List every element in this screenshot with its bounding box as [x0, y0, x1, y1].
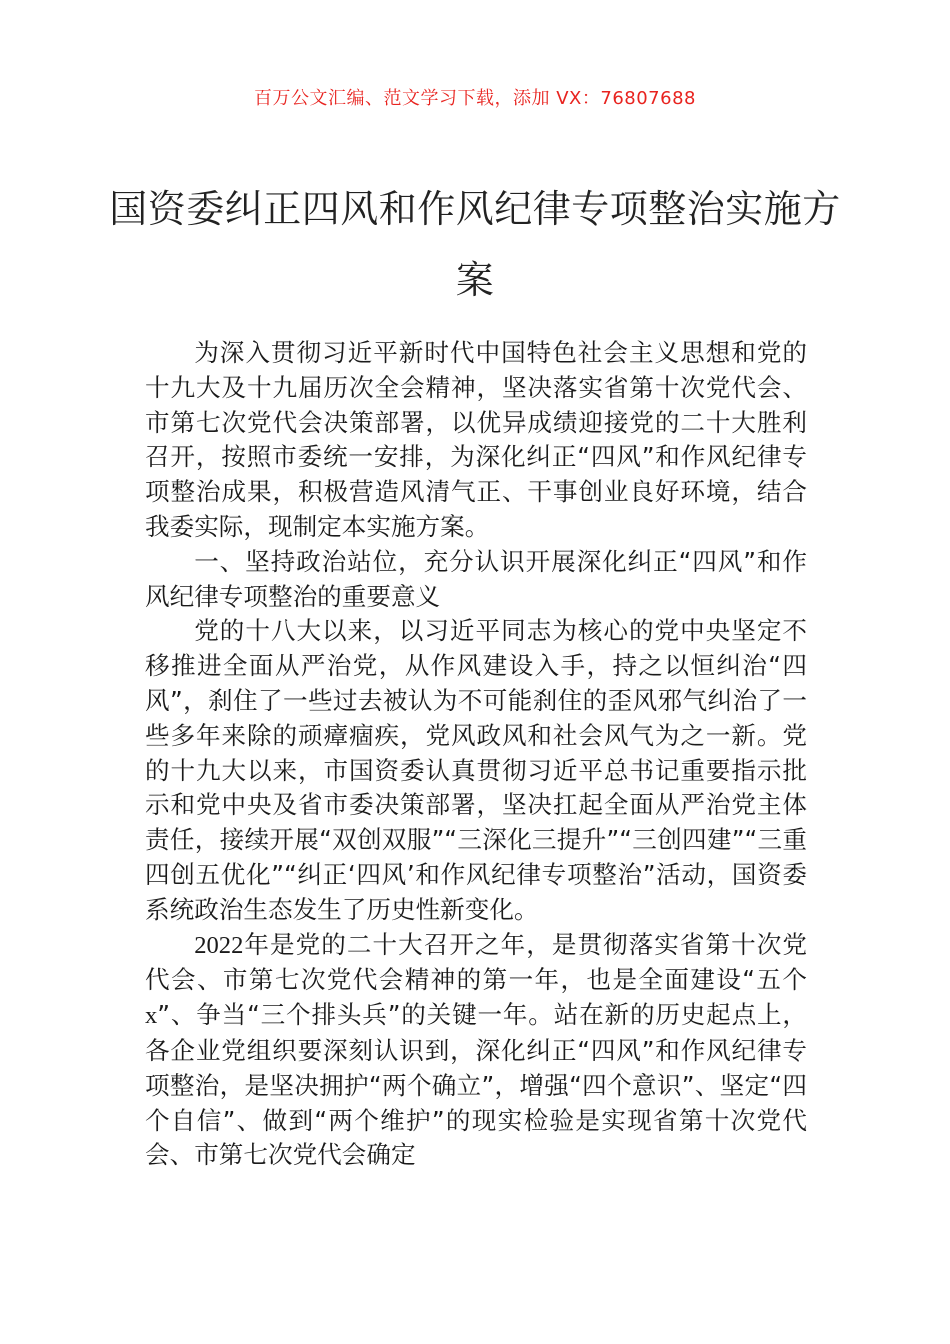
paragraph-2022-text: 年是党的二十大召开之年，是贯彻落实省第十次党代会、市第七次党代会精神的第一年，也是全面建设“五个 — [145, 929, 807, 995]
paragraph-2022 — [145, 928, 807, 1174]
section-heading-1: 一、坚持政治站位，充分认识开展深化纠正“四风”和作风纪律专项整治的重要意义 — [145, 546, 807, 611]
paragraph-background: 党的十八大以来，以习近平同志为核心的党中央坚定不移推进全面从严治党，从作风建设入手，持之以恒纠治“四风”，刹住了一些过去被认为不可能刹住的歪风邪气纠治了一些多年来除的顽瘴痼疾，党风政风和社会风气为之一新。党的十九大以来，市国资委认真贯彻习近平总书记重要指示批示和党中央及省市委决策部署，坚决扛起全面从严治党主体责任，接续开展“双创双服”“三深化三提升”“三创四建”“三重四创五优化”“纠正‘四风’和作风纪律专项整治”活动，国资委系统政治生态发生了历史性新变化。 — [145, 616, 807, 924]
document-body — [145, 336, 807, 1173]
download-banner: 百万公文汇编、范文学习下载，添加 VX：76807688 — [254, 88, 696, 109]
paragraph-2022-text-2: ”、争当“三个排头兵”的关键一年。站在新的历史起点上，各企业党组织要深刻认识到，深化纠正“四风”和作风纪律专项整治，是坚决拥护“两个确立”，增强“四个意识”、坚定“四个自信”、做到“两个维护”的现实检验是实现省第十次党代会、市第七次党代会确定 — [145, 1000, 807, 1170]
year-text: 2022 — [194, 931, 244, 959]
document-title: 国资委纠正四风和作风纪律专项整治实施方案 — [109, 187, 841, 302]
paragraph-intro: 为深入贯彻习近平新时代中国特色社会主义思想和党的十九大及十九届历次全会精神，坚决落实省第十次党代会、市第七次党代会决策部署，以优异成绩迎接党的二十大胜利召开，按照市委统一安排，为深化纠正“四风”和作风纪律专项整治成果，积极营造风清气正、干事创业良好环境，结合我委实际，现制定本实施方案。 — [145, 338, 807, 541]
x-letter: x — [145, 1002, 158, 1030]
